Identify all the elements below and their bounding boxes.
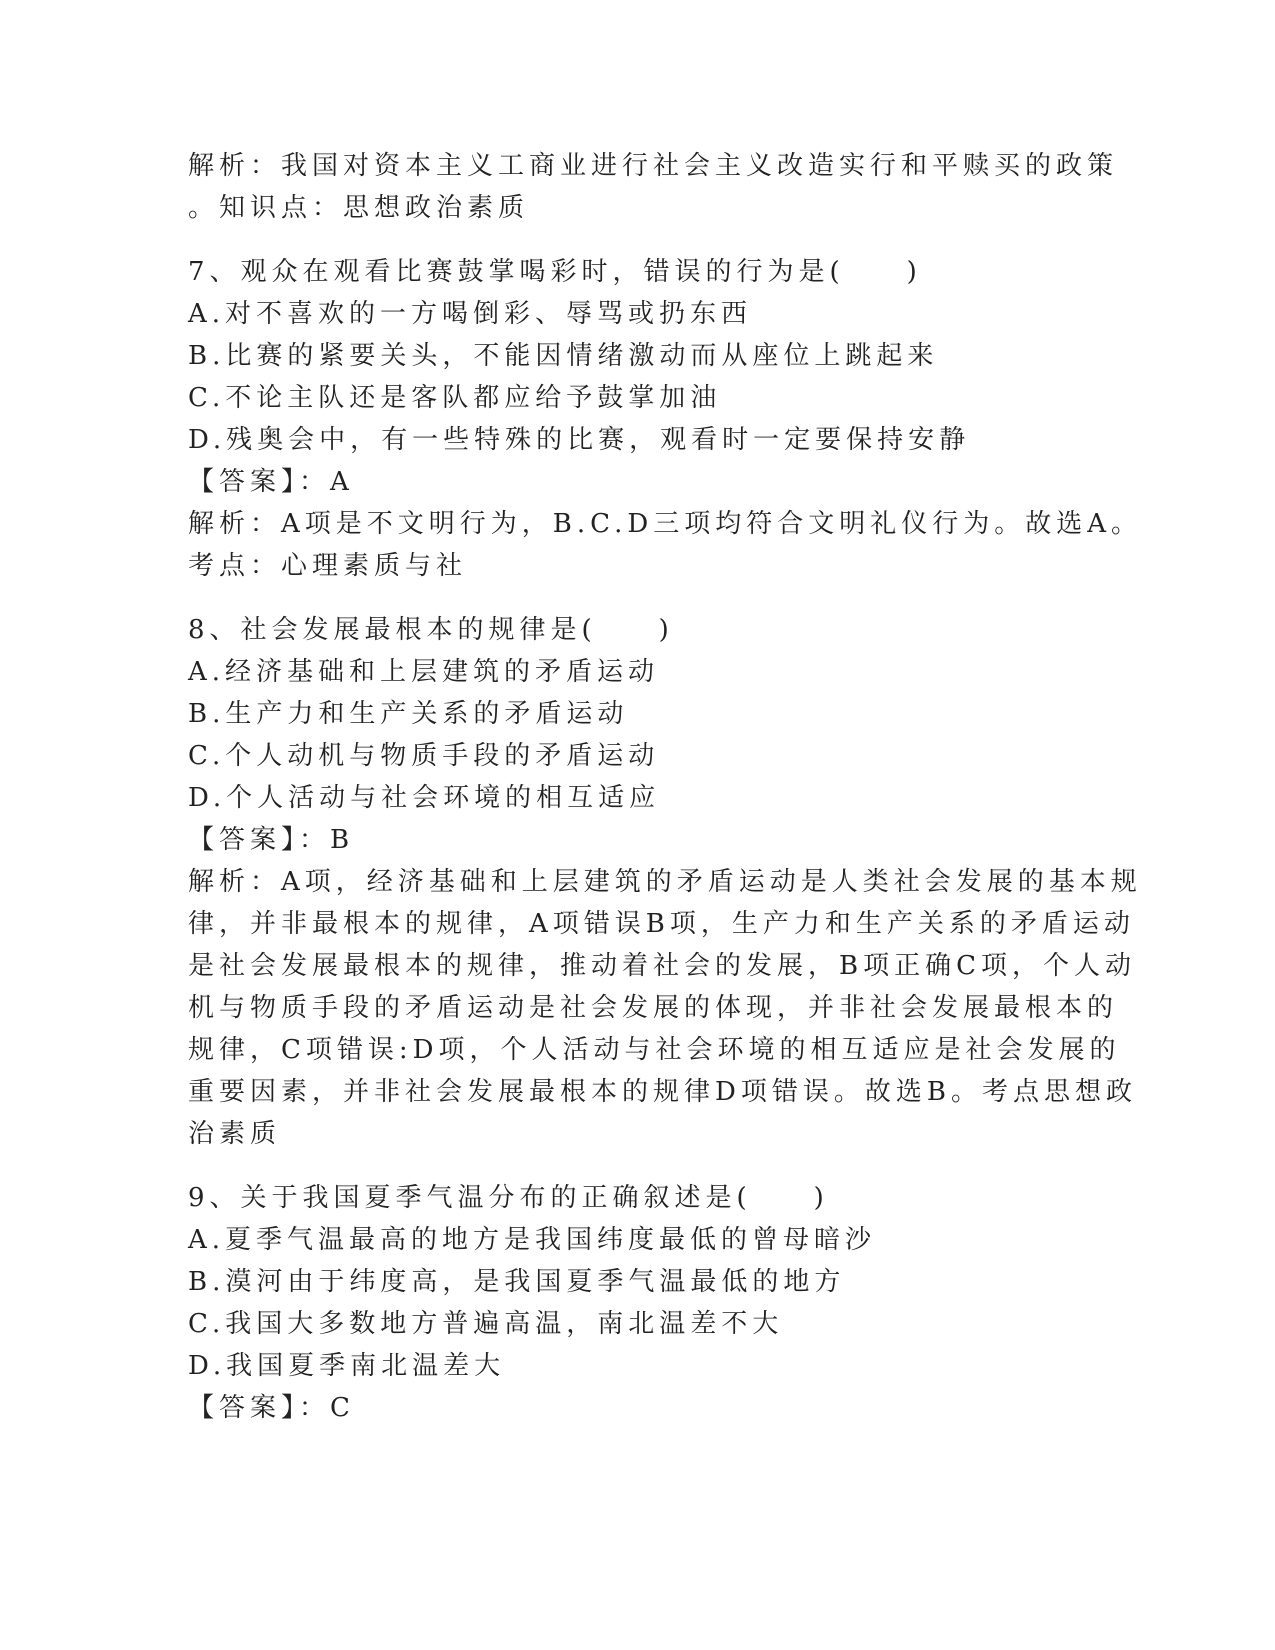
option-c: C.不论主队还是客队都应给予鼓掌加油 — [188, 383, 722, 413]
option-d: D.我国夏季南北温差大 — [188, 1351, 506, 1381]
question-9 — [188, 1177, 1088, 1429]
option-d: D.个人活动与社会环境的相互适应 — [188, 783, 661, 813]
question-stem: 7、观众在观看比赛鼓掌喝彩时，错误的行为是( ) — [188, 257, 922, 287]
explanation-line: 机与物质手段的矛盾运动是社会发展的体现，并非社会发展最根本的 — [188, 993, 1119, 1023]
explanation-line: 解析：我国对资本主义工商业进行社会主义改造实行和平赎买的政策 — [188, 151, 1119, 181]
question-stem: 8、社会发展最根本的规律是( ) — [188, 615, 674, 645]
question-8 — [188, 609, 1142, 1155]
option-a: A.夏季气温最高的地方是我国纬度最低的曾母暗沙 — [188, 1225, 877, 1255]
explanation-line: 。知识点：思想政治素质 — [188, 193, 530, 223]
explanation-line: 解析：A项，经济基础和上层建筑的矛盾运动是人类社会发展的基本规 — [188, 867, 1142, 897]
option-c: C.我国大多数地方普遍高温，南北温差不大 — [188, 1309, 784, 1339]
explanation-line: 规律，C项错误:D项，个人活动与社会环境的相互适应是社会发展的 — [188, 1035, 1121, 1065]
option-a: A.对不喜欢的一方喝倒彩、辱骂或扔东西 — [188, 299, 753, 329]
option-c: C.个人动机与物质手段的矛盾运动 — [188, 741, 660, 771]
explanation-line: 治素质 — [188, 1119, 282, 1149]
answer: 【答案】：B — [188, 825, 355, 855]
explanation-line: 解析：A项是不文明行为，B.C.D三项均符合文明礼仪行为。故选A。 — [188, 509, 1143, 539]
answer: 【答案】：C — [188, 1393, 355, 1423]
explanation-line: 重要因素，并非社会发展最根本的规律D项错误。故选B。考点思想政 — [188, 1077, 1137, 1107]
option-b: B.漠河由于纬度高，是我国夏季气温最低的地方 — [188, 1267, 846, 1297]
explanation-line: 是社会发展最根本的规律，推动着社会的发展，B项正确C项，个人动 — [188, 951, 1137, 981]
document-body — [188, 145, 1143, 1429]
question-stem: 9、关于我国夏季气温分布的正确叙述是( ) — [188, 1183, 829, 1213]
intro-explanation — [188, 145, 1119, 229]
option-d: D.残奥会中，有一些特殊的比赛，观看时一定要保持安静 — [188, 425, 971, 455]
option-b: B.比赛的紧要关头，不能因情绪激动而从座位上跳起来 — [188, 341, 939, 371]
option-b: B.生产力和生产关系的矛盾运动 — [188, 699, 629, 729]
question-7 — [188, 251, 1143, 587]
answer: 【答案】：A — [188, 467, 354, 497]
explanation-line: 考点：心理素质与社 — [188, 551, 468, 581]
explanation-line: 律，并非最根本的规律，A项错误B项，生产力和生产关系的矛盾运动 — [188, 909, 1135, 939]
option-a: A.经济基础和上层建筑的矛盾运动 — [188, 657, 660, 687]
